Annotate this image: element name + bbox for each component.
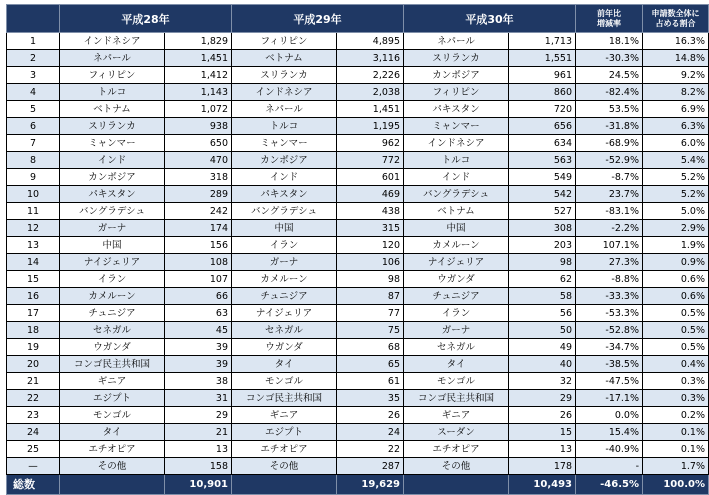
change-rate: -8.8%	[576, 271, 643, 288]
share: 5.2%	[643, 186, 709, 203]
rank-cell: 14	[7, 254, 60, 271]
table-row	[7, 203, 709, 220]
table-row	[7, 305, 709, 322]
country-28: ガーナ	[60, 220, 165, 237]
share: 0.5%	[643, 322, 709, 339]
count-29: 75	[337, 322, 404, 339]
count-29: 962	[337, 135, 404, 152]
count-29: 772	[337, 152, 404, 169]
country-28: チュニジア	[60, 305, 165, 322]
count-28: 29	[165, 407, 232, 424]
count-29: 98	[337, 271, 404, 288]
country-29: セネガル	[232, 322, 337, 339]
country-28: エチオピア	[60, 441, 165, 458]
total-spacer-28	[60, 475, 165, 495]
country-29: パキスタン	[232, 186, 337, 203]
count-28: 470	[165, 152, 232, 169]
country-28: タイ	[60, 424, 165, 441]
change-rate: -38.5%	[576, 356, 643, 373]
count-29: 35	[337, 390, 404, 407]
header-year-29: 平成29年	[232, 5, 404, 33]
share: 0.4%	[643, 356, 709, 373]
count-30: 15	[509, 424, 576, 441]
count-28: 156	[165, 237, 232, 254]
table-row	[7, 101, 709, 118]
count-30: 178	[509, 458, 576, 475]
change-rate: -17.1%	[576, 390, 643, 407]
count-29: 4,895	[337, 33, 404, 50]
table-row	[7, 356, 709, 373]
rank-cell: 23	[7, 407, 60, 424]
country-28: セネガル	[60, 322, 165, 339]
change-rate: 23.7%	[576, 186, 643, 203]
count-29: 65	[337, 356, 404, 373]
header-row	[7, 5, 709, 33]
rank-cell: 22	[7, 390, 60, 407]
count-29: 26	[337, 407, 404, 424]
count-30: 13	[509, 441, 576, 458]
total-value-28: 10,901	[165, 475, 232, 495]
count-30: 961	[509, 67, 576, 84]
country-28: ネパール	[60, 50, 165, 67]
count-29: 87	[337, 288, 404, 305]
rank-cell: 20	[7, 356, 60, 373]
count-29: 77	[337, 305, 404, 322]
share: 9.2%	[643, 67, 709, 84]
country-28: フィリピン	[60, 67, 165, 84]
change-rate: 53.5%	[576, 101, 643, 118]
country-30: ミャンマー	[404, 118, 509, 135]
count-28: 63	[165, 305, 232, 322]
country-30: スーダン	[404, 424, 509, 441]
count-30: 308	[509, 220, 576, 237]
rank-cell: 4	[7, 84, 60, 101]
share: 6.0%	[643, 135, 709, 152]
header-year-28: 平成28年	[60, 5, 232, 33]
share: 5.4%	[643, 152, 709, 169]
rank-cell: 1	[7, 33, 60, 50]
total-spacer-30	[404, 475, 509, 495]
count-30: 656	[509, 118, 576, 135]
count-29: 22	[337, 441, 404, 458]
share: 0.1%	[643, 441, 709, 458]
change-rate: -83.1%	[576, 203, 643, 220]
count-28: 13	[165, 441, 232, 458]
count-30: 32	[509, 373, 576, 390]
country-30: ネパール	[404, 33, 509, 50]
count-29: 24	[337, 424, 404, 441]
count-30: 634	[509, 135, 576, 152]
rank-cell: 7	[7, 135, 60, 152]
header-rank	[7, 5, 60, 33]
country-30: ナイジェリア	[404, 254, 509, 271]
count-29: 2,226	[337, 67, 404, 84]
country-28: トルコ	[60, 84, 165, 101]
count-29: 2,038	[337, 84, 404, 101]
count-28: 66	[165, 288, 232, 305]
total-share: 100.0%	[643, 475, 709, 495]
change-rate: -34.7%	[576, 339, 643, 356]
total-row	[7, 475, 709, 495]
table-row	[7, 424, 709, 441]
count-29: 106	[337, 254, 404, 271]
count-30: 860	[509, 84, 576, 101]
total-value-29: 19,629	[337, 475, 404, 495]
count-28: 1,143	[165, 84, 232, 101]
rank-cell: 10	[7, 186, 60, 203]
rank-cell: 13	[7, 237, 60, 254]
country-28: ギニア	[60, 373, 165, 390]
share: 6.9%	[643, 101, 709, 118]
country-30: 中国	[404, 220, 509, 237]
country-29: ギニア	[232, 407, 337, 424]
country-28: ベトナム	[60, 101, 165, 118]
country-30: フィリピン	[404, 84, 509, 101]
country-29: カメルーン	[232, 271, 337, 288]
country-28: イラン	[60, 271, 165, 288]
country-30: バングラデシュ	[404, 186, 509, 203]
change-rate: -8.7%	[576, 169, 643, 186]
country-29: インド	[232, 169, 337, 186]
table-row	[7, 339, 709, 356]
rank-cell: 8	[7, 152, 60, 169]
change-rate: 0.0%	[576, 407, 643, 424]
rank-cell: 16	[7, 288, 60, 305]
country-30: タイ	[404, 356, 509, 373]
table-row	[7, 186, 709, 203]
count-28: 38	[165, 373, 232, 390]
rank-cell: 6	[7, 118, 60, 135]
count-30: 29	[509, 390, 576, 407]
country-30: ガーナ	[404, 322, 509, 339]
change-rate: -2.2%	[576, 220, 643, 237]
count-30: 549	[509, 169, 576, 186]
count-28: 158	[165, 458, 232, 475]
country-28: パキスタン	[60, 186, 165, 203]
rank-cell: 11	[7, 203, 60, 220]
table-row	[7, 441, 709, 458]
count-28: 108	[165, 254, 232, 271]
applications-by-country-table	[6, 4, 709, 495]
share: 0.3%	[643, 373, 709, 390]
count-30: 49	[509, 339, 576, 356]
change-rate: -40.9%	[576, 441, 643, 458]
header-share: 申請数全体に 占める割合	[643, 5, 709, 33]
count-28: 1,412	[165, 67, 232, 84]
country-28: バングラデシュ	[60, 203, 165, 220]
count-30: 62	[509, 271, 576, 288]
count-29: 287	[337, 458, 404, 475]
count-28: 1,451	[165, 50, 232, 67]
country-29: カンボジア	[232, 152, 337, 169]
table-row	[7, 237, 709, 254]
share: 0.6%	[643, 288, 709, 305]
count-29: 61	[337, 373, 404, 390]
table-row	[7, 458, 709, 475]
rank-cell: 5	[7, 101, 60, 118]
count-29: 601	[337, 169, 404, 186]
total-spacer-29	[232, 475, 337, 495]
change-rate: -47.5%	[576, 373, 643, 390]
country-29: その他	[232, 458, 337, 475]
country-30: インドネシア	[404, 135, 509, 152]
table-row	[7, 169, 709, 186]
country-28: インドネシア	[60, 33, 165, 50]
share: 0.1%	[643, 424, 709, 441]
country-29: ウガンダ	[232, 339, 337, 356]
share: 1.9%	[643, 237, 709, 254]
table-row	[7, 390, 709, 407]
count-28: 174	[165, 220, 232, 237]
share: 0.3%	[643, 390, 709, 407]
country-28: その他	[60, 458, 165, 475]
count-30: 26	[509, 407, 576, 424]
rank-cell: 12	[7, 220, 60, 237]
country-29: ベトナム	[232, 50, 337, 67]
count-28: 45	[165, 322, 232, 339]
country-30: パキスタン	[404, 101, 509, 118]
count-30: 40	[509, 356, 576, 373]
country-29: チュニジア	[232, 288, 337, 305]
change-rate: -52.8%	[576, 322, 643, 339]
change-rate: -82.4%	[576, 84, 643, 101]
rank-cell: 18	[7, 322, 60, 339]
country-30: トルコ	[404, 152, 509, 169]
total-rate: -46.5%	[576, 475, 643, 495]
total-value-30: 10,493	[509, 475, 576, 495]
count-28: 938	[165, 118, 232, 135]
header-rate: 前年比 増減率	[576, 5, 643, 33]
table-row	[7, 33, 709, 50]
table-row	[7, 118, 709, 135]
table-row	[7, 373, 709, 390]
table-row	[7, 152, 709, 169]
count-28: 31	[165, 390, 232, 407]
share: 1.7%	[643, 458, 709, 475]
rank-cell: 17	[7, 305, 60, 322]
count-28: 289	[165, 186, 232, 203]
change-rate: -52.9%	[576, 152, 643, 169]
share: 0.6%	[643, 271, 709, 288]
country-30: カメルーン	[404, 237, 509, 254]
country-28: スリランカ	[60, 118, 165, 135]
count-30: 1,551	[509, 50, 576, 67]
table-row	[7, 84, 709, 101]
rank-cell: 19	[7, 339, 60, 356]
count-30: 542	[509, 186, 576, 203]
country-29: スリランカ	[232, 67, 337, 84]
table-row	[7, 67, 709, 84]
rank-cell: 21	[7, 373, 60, 390]
count-30: 527	[509, 203, 576, 220]
country-30: チュニジア	[404, 288, 509, 305]
country-29: インドネシア	[232, 84, 337, 101]
country-28: ナイジェリア	[60, 254, 165, 271]
count-30: 203	[509, 237, 576, 254]
share: 0.5%	[643, 305, 709, 322]
country-28: ウガンダ	[60, 339, 165, 356]
table-row	[7, 322, 709, 339]
count-28: 1,829	[165, 33, 232, 50]
change-rate: 24.5%	[576, 67, 643, 84]
country-29: エジプト	[232, 424, 337, 441]
change-rate: -	[576, 458, 643, 475]
share: 6.3%	[643, 118, 709, 135]
count-30: 58	[509, 288, 576, 305]
country-29: フィリピン	[232, 33, 337, 50]
share: 16.3%	[643, 33, 709, 50]
count-28: 650	[165, 135, 232, 152]
table-row	[7, 407, 709, 424]
country-30: モンゴル	[404, 373, 509, 390]
count-29: 469	[337, 186, 404, 203]
share: 0.2%	[643, 407, 709, 424]
table-row	[7, 135, 709, 152]
count-30: 563	[509, 152, 576, 169]
country-28: ミャンマー	[60, 135, 165, 152]
change-rate: -31.8%	[576, 118, 643, 135]
change-rate: -53.3%	[576, 305, 643, 322]
change-rate: 15.4%	[576, 424, 643, 441]
count-28: 242	[165, 203, 232, 220]
country-28: カメルーン	[60, 288, 165, 305]
country-29: イラン	[232, 237, 337, 254]
count-29: 120	[337, 237, 404, 254]
country-28: モンゴル	[60, 407, 165, 424]
share: 8.2%	[643, 84, 709, 101]
country-29: エチオピア	[232, 441, 337, 458]
country-30: ウガンダ	[404, 271, 509, 288]
rank-cell: —	[7, 458, 60, 475]
share: 2.9%	[643, 220, 709, 237]
count-30: 98	[509, 254, 576, 271]
table-row	[7, 288, 709, 305]
count-29: 1,195	[337, 118, 404, 135]
country-29: 中国	[232, 220, 337, 237]
share: 0.5%	[643, 339, 709, 356]
rank-cell: 3	[7, 67, 60, 84]
country-29: ネパール	[232, 101, 337, 118]
change-rate: -33.3%	[576, 288, 643, 305]
count-28: 21	[165, 424, 232, 441]
change-rate: 27.3%	[576, 254, 643, 271]
change-rate: 18.1%	[576, 33, 643, 50]
country-30: カンボジア	[404, 67, 509, 84]
country-30: その他	[404, 458, 509, 475]
table-body	[7, 33, 709, 475]
header-year-30: 平成30年	[404, 5, 576, 33]
count-30: 50	[509, 322, 576, 339]
country-30: ベトナム	[404, 203, 509, 220]
share: 5.0%	[643, 203, 709, 220]
country-28: エジプト	[60, 390, 165, 407]
rank-cell: 24	[7, 424, 60, 441]
country-29: バングラデシュ	[232, 203, 337, 220]
country-28: 中国	[60, 237, 165, 254]
country-30: イラン	[404, 305, 509, 322]
count-28: 39	[165, 339, 232, 356]
count-28: 1,072	[165, 101, 232, 118]
country-28: インド	[60, 152, 165, 169]
change-rate: 107.1%	[576, 237, 643, 254]
country-29: ガーナ	[232, 254, 337, 271]
country-30: スリランカ	[404, 50, 509, 67]
country-28: コンゴ民主共和国	[60, 356, 165, 373]
country-30: セネガル	[404, 339, 509, 356]
count-30: 720	[509, 101, 576, 118]
country-30: エチオピア	[404, 441, 509, 458]
rank-cell: 9	[7, 169, 60, 186]
country-29: トルコ	[232, 118, 337, 135]
total-label: 総数	[7, 475, 60, 495]
count-30: 1,713	[509, 33, 576, 50]
rank-cell: 25	[7, 441, 60, 458]
country-29: コンゴ民主共和国	[232, 390, 337, 407]
count-28: 39	[165, 356, 232, 373]
country-29: ナイジェリア	[232, 305, 337, 322]
table-row	[7, 220, 709, 237]
country-29: モンゴル	[232, 373, 337, 390]
count-28: 318	[165, 169, 232, 186]
count-29: 315	[337, 220, 404, 237]
count-28: 107	[165, 271, 232, 288]
count-29: 3,116	[337, 50, 404, 67]
rank-cell: 2	[7, 50, 60, 67]
share: 0.9%	[643, 254, 709, 271]
country-29: タイ	[232, 356, 337, 373]
change-rate: -30.3%	[576, 50, 643, 67]
table-row	[7, 254, 709, 271]
country-30: インド	[404, 169, 509, 186]
country-29: ミャンマー	[232, 135, 337, 152]
count-29: 438	[337, 203, 404, 220]
count-29: 68	[337, 339, 404, 356]
table-row	[7, 271, 709, 288]
rank-cell: 15	[7, 271, 60, 288]
country-30: ギニア	[404, 407, 509, 424]
share: 5.2%	[643, 169, 709, 186]
share: 14.8%	[643, 50, 709, 67]
country-28: カンボジア	[60, 169, 165, 186]
change-rate: -68.9%	[576, 135, 643, 152]
country-30: コンゴ民主共和国	[404, 390, 509, 407]
count-30: 56	[509, 305, 576, 322]
count-29: 1,451	[337, 101, 404, 118]
table-row	[7, 50, 709, 67]
